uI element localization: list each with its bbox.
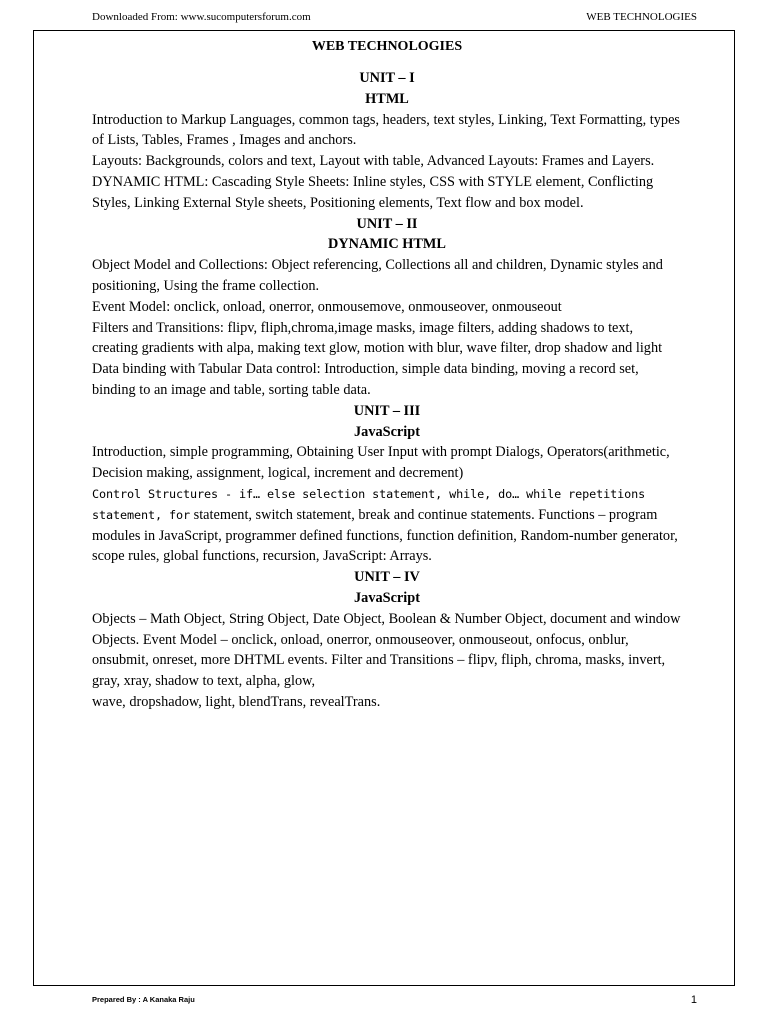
- header-running-title: WEB TECHNOLOGIES: [586, 11, 697, 23]
- control-structures-text: statement, switch statement, break and continue statements. Functions – program modules in JavaScript, programmer defined functions, function definition, Random-number generator, scope rules, global functions, recursion, JavaScript: Arrays.: [92, 506, 678, 565]
- unit-2-topic: DYNAMIC HTML: [328, 236, 446, 253]
- header-source: Downloaded From: www.sucomputersforum.com: [92, 11, 311, 23]
- unit-1-topic: HTML: [365, 90, 409, 107]
- unit-3-paragraph: Introduction, simple programming, Obtaining User Input with prompt Dialogs, Operators(arithmetic, Decision making, assignment, logical, increment and decrement): [92, 444, 670, 482]
- page-number: 1: [690, 994, 697, 1006]
- unit-4-paragraph: wave, dropshadow, light, blendTrans, revealTrans.: [92, 693, 381, 710]
- unit-3-section: [92, 401, 682, 567]
- unit-1-paragraph: Introduction to Markup Languages, common tags, headers, text styles, Linking, Text Formatting, types of Lists, Tables, Frames , Images and anchors.: [92, 111, 680, 149]
- unit-1-paragraph: DYNAMIC HTML: Cascading Style Sheets: Inline styles, CSS with STYLE element, Conflicting Styles, Linking External Style sheets, Positioning elements, Text flow and box model.: [92, 173, 654, 211]
- unit-2-section: [92, 214, 682, 401]
- unit-4-section: [92, 567, 682, 713]
- unit-3-heading: UNIT – III: [353, 402, 421, 419]
- unit-2-paragraph: Data binding with Tabular Data control: Introduction, simple data binding, moving a record set, binding to an image and table, sorting table data.: [92, 361, 639, 398]
- unit-1-heading: UNIT – I: [359, 70, 415, 86]
- unit-2-paragraph: Event Model: onclick, onload, onerror, onmousemove, onmouseover, onmouseout: [92, 298, 562, 315]
- unit-2-paragraph: Object Model and Collections: Object referencing, Collections all and children, Dynamic styles and positioning, Using the frame collection.: [92, 257, 663, 294]
- unit-3-topic: JavaScript: [354, 423, 420, 440]
- syllabus-content: [92, 37, 682, 713]
- unit-3-control-structures: [92, 484, 682, 567]
- unit-2-paragraph: Filters and Transitions: flipv, fliph,chroma,image masks, image filters, adding shadows to text, creating gradients with alpa, making text glow, motion with blur, wave filter, drop shadow and light: [92, 319, 663, 357]
- footer-prepared-by: Prepared By : A Kanaka Raju: [92, 995, 195, 1004]
- unit-4-paragraph: Objects – Math Object, String Object, Date Object, Boolean & Number Object, document and window Objects. Event Model – onclick, onload, onerror, onmouseover, onmouseout, onfocus, onblur, onsubmit, onreset, more DHTML events. Filter and Transitions – flipv, fliph, chroma, masks, invert, gray, xray, shadow to text, alpha, glow,: [92, 610, 681, 690]
- unit-1-paragraph: Layouts: Backgrounds, colors and text, Layout with table, Advanced Layouts: Frames and Layers.: [92, 153, 655, 170]
- unit-2-heading: UNIT – II: [356, 215, 418, 232]
- unit-1-section: [92, 68, 682, 214]
- document-title: WEB TECHNOLOGIES: [311, 39, 463, 54]
- control-structures-mono-line: Control Structures - if… else selection statement, while, do… while repetitions statement, for: [92, 486, 646, 522]
- unit-4-topic: JavaScript: [354, 589, 420, 606]
- unit-4-heading: UNIT – IV: [354, 569, 420, 586]
